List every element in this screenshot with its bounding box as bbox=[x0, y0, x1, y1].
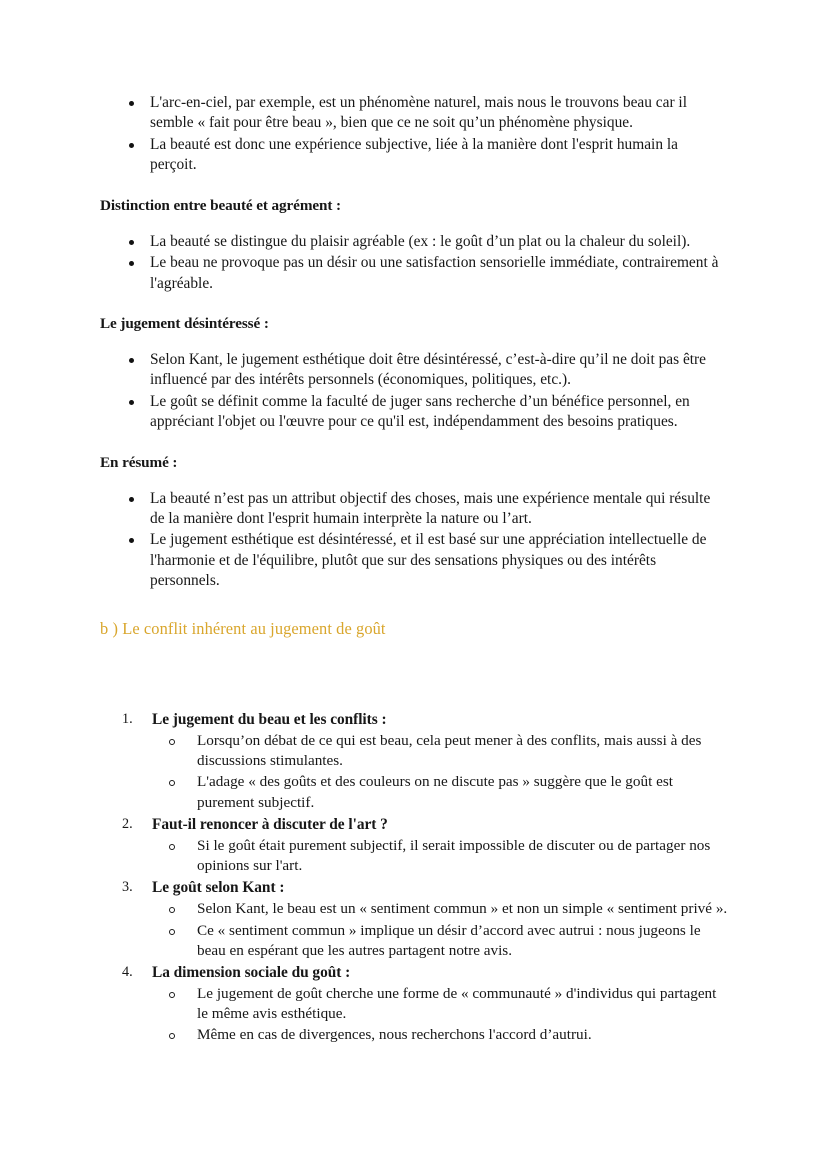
spacer bbox=[100, 593, 728, 618]
spacer bbox=[100, 216, 728, 232]
list-item: Le goût se définit comme la faculté de juger sans recherche d’un bénéfice personnel, en appréciant l'objet ou l'œuvre pour ce qu'il est, indépendamment des besoins pratiques. bbox=[100, 392, 728, 433]
numbered-list-item bbox=[100, 877, 728, 961]
spacer bbox=[100, 295, 728, 314]
sub-bullet-list bbox=[152, 899, 728, 961]
spacer bbox=[100, 639, 728, 709]
numbered-item-title: Faut-il renoncer à discuter de l'art ? bbox=[152, 815, 388, 833]
list-number: 2. bbox=[122, 815, 133, 832]
subsection-heading-conflit: b ) Le conflit inhérent au jugement de goût bbox=[100, 618, 386, 638]
numbered-list-item bbox=[100, 814, 728, 876]
numbered-item-title: Le goût selon Kant : bbox=[152, 879, 285, 897]
sub-bullet-list bbox=[152, 984, 728, 1046]
list-item: La beauté est donc une expérience subjective, liée à la manière dont l'esprit humain la perçoit. bbox=[100, 135, 728, 176]
spacer bbox=[100, 434, 728, 453]
list-number: 4. bbox=[122, 964, 133, 981]
spacer bbox=[100, 473, 728, 489]
spacer bbox=[100, 177, 728, 196]
section-heading-en-resume: En résumé : bbox=[100, 453, 178, 471]
section-heading-jugement-desinteresse: Le jugement désintéressé : bbox=[100, 314, 269, 332]
list-item: La beauté se distingue du plaisir agréable (ex : le goût d’un plat ou la chaleur du soleil). bbox=[100, 232, 728, 252]
list-item: Le jugement esthétique est désintéressé, et il est basé sur une appréciation intellectuelle de l'harmonie et de l'équilibre, plutôt que sur des sensations physiques ou des intérêts personnels. bbox=[100, 530, 728, 591]
list-item: L'adage « des goûts et des couleurs on ne discute pas » suggère que le goût est purement subjectif. bbox=[152, 772, 728, 812]
list-item: La beauté n’est pas un attribut objectif des choses, mais une expérience mentale qui résulte de la manière dont l'esprit humain interprète la nature ou l’art. bbox=[100, 489, 728, 530]
spacer bbox=[100, 334, 728, 350]
sub-bullet-list bbox=[152, 731, 728, 813]
section-bullet-list-distinction bbox=[100, 232, 728, 294]
list-item: Ce « sentiment commun » implique un désir d’accord avec autrui : nous jugeons le beau en espérant que les autres partagent notre avis. bbox=[152, 921, 728, 961]
numbered-item-title: Le jugement du beau et les conflits : bbox=[152, 711, 387, 729]
list-number: 1. bbox=[122, 711, 133, 728]
numbered-item-title: La dimension sociale du goût : bbox=[152, 964, 351, 982]
numbered-list bbox=[100, 709, 728, 1046]
section-heading-distinction: Distinction entre beauté et agrément : bbox=[100, 196, 341, 214]
intro-bullet-list bbox=[100, 93, 728, 176]
list-item: Si le goût était purement subjectif, il serait impossible de discuter ou de partager nos opinions sur l'art. bbox=[152, 836, 728, 876]
list-item: Selon Kant, le jugement esthétique doit être désintéressé, c’est-à-dire qu’il ne doit pas être influencé par des intérêts personnels (économiques, politiques, etc.). bbox=[100, 350, 728, 391]
list-item: Même en cas de divergences, nous recherchons l'accord d’autrui. bbox=[152, 1025, 728, 1045]
section-bullet-list-en-resume bbox=[100, 489, 728, 592]
list-item: Selon Kant, le beau est un « sentiment commun » et non un simple « sentiment privé ». bbox=[152, 899, 728, 919]
list-item: L'arc-en-ciel, par exemple, est un phénomène naturel, mais nous le trouvons beau car il semble « fait pour être beau », bien que ce ne soit qu’un phénomène physique. bbox=[100, 93, 728, 134]
list-item: Le beau ne provoque pas un désir ou une satisfaction sensorielle immédiate, contrairement à l'agréable. bbox=[100, 253, 728, 294]
numbered-list-item bbox=[100, 962, 728, 1046]
list-item: Lorsqu’on débat de ce qui est beau, cela peut mener à des conflits, mais aussi à des discussions stimulantes. bbox=[152, 731, 728, 771]
numbered-list-item bbox=[100, 709, 728, 813]
section-bullet-list-jugement-desinteresse bbox=[100, 350, 728, 433]
list-item: Le jugement de goût cherche une forme de « communauté » d'individus qui partagent le même avis esthétique. bbox=[152, 984, 728, 1024]
list-number: 3. bbox=[122, 879, 133, 896]
sub-bullet-list bbox=[152, 836, 728, 876]
